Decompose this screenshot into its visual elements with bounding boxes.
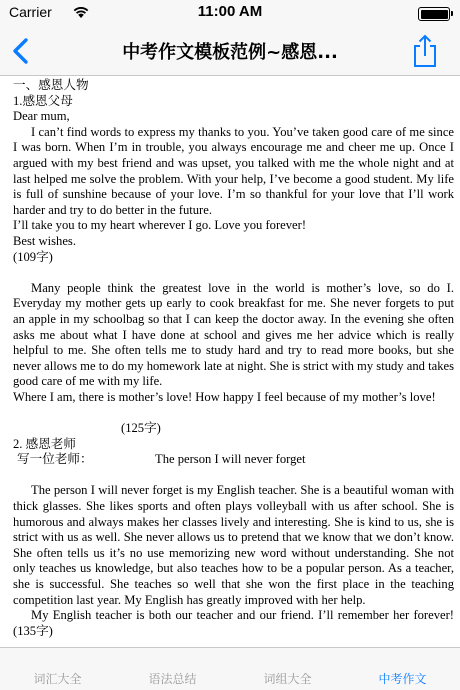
essay-prompt (13, 452, 454, 468)
tab-phrases[interactable]: 词组大全 (263, 672, 312, 686)
letter-body: I can’t find words to express my thanks to you. You’ve taken good care of me since I was born. When I’m in trouble, you always encourage me and cheer me up. Once I argued with my best friend and was upset, you talked with me the whole night and at last helped me solve the problem. With your help, I’ve become a good student. My life is full of sunshine because of your love. I’m so thankful for your love that I’ll work harder and try to do better in the future. (13, 124, 454, 217)
subsection-heading: 1.感恩父母 (13, 93, 73, 108)
letter-close: I’ll take you to my heart wherever I go. Love you forever! (13, 218, 307, 233)
back-button[interactable] (8, 36, 36, 66)
battery-icon (418, 7, 450, 21)
essay-paragraph: The person I will never forget is my English teacher. She is a beautiful woman with thick glasses. She likes sports and often plays volleyball with us after school. She is humorous and always makes her classes lively and interesting. She is kind to us, she is strict with us as well. She never allows us to pretend that we know that we don’t know. She often tells us it’s no use memorizing new word without understanding. She not only teaches us knowledge, but also teaches how to be a popular person. As a teacher, she is successful. She teaches so well that she won the first place in the teaching competition last year. My English has greatly improved with her help. (13, 483, 454, 607)
section-heading: 一、感恩人物 (13, 78, 89, 92)
article-content (0, 76, 460, 647)
tab-bar (0, 647, 460, 690)
word-count: (125字) (121, 421, 161, 436)
word-count: (109字) (13, 249, 53, 264)
share-button[interactable] (410, 34, 440, 68)
prompt-label: 写一位老师： (17, 452, 93, 467)
clock: 11:00 AM (197, 3, 263, 20)
page-title: 中考作文模板范例~感恩... (122, 42, 338, 63)
status-bar (0, 0, 460, 26)
carrier-label: Carrier (9, 4, 52, 20)
tab-grammar[interactable]: 语法总结 (148, 672, 197, 686)
essay-paragraph: My English teacher is both our teacher and our friend. I’ll remember her forever! (135字) (13, 608, 454, 638)
essay-paragraph: Where I am, there is mother’s love! How happy I feel because of my mother’s love! (13, 389, 436, 404)
navigation-bar (0, 26, 460, 76)
tab-vocabulary[interactable]: 词汇大全 (33, 672, 82, 686)
subsection-heading: 2. 感恩老师 (13, 436, 76, 451)
battery-level (421, 10, 448, 19)
essay-paragraph: Many people think the greatest love in the world is mother’s love, so do I. Everyday my mother gets up early to cook breakfast for me. She never forgets to put an apple in my schoolbag so that I can keep the doctor away. In the evening she often asks me about what I have done at school and gives me her advice which is really helpful to me. She often tells me to study hard and try to read more books, but she never allows me to do my homework late at night. She is strict with my study and takes good care of me with my life. (13, 280, 454, 389)
chevron-left-icon (15, 40, 26, 62)
share-icon (415, 36, 435, 66)
prompt-title: The person I will never forget (155, 452, 306, 467)
tab-essays[interactable]: 中考作文 (378, 672, 427, 686)
letter-signoff: Best wishes. (13, 233, 76, 248)
letter-greeting: Dear mum, (13, 109, 70, 124)
